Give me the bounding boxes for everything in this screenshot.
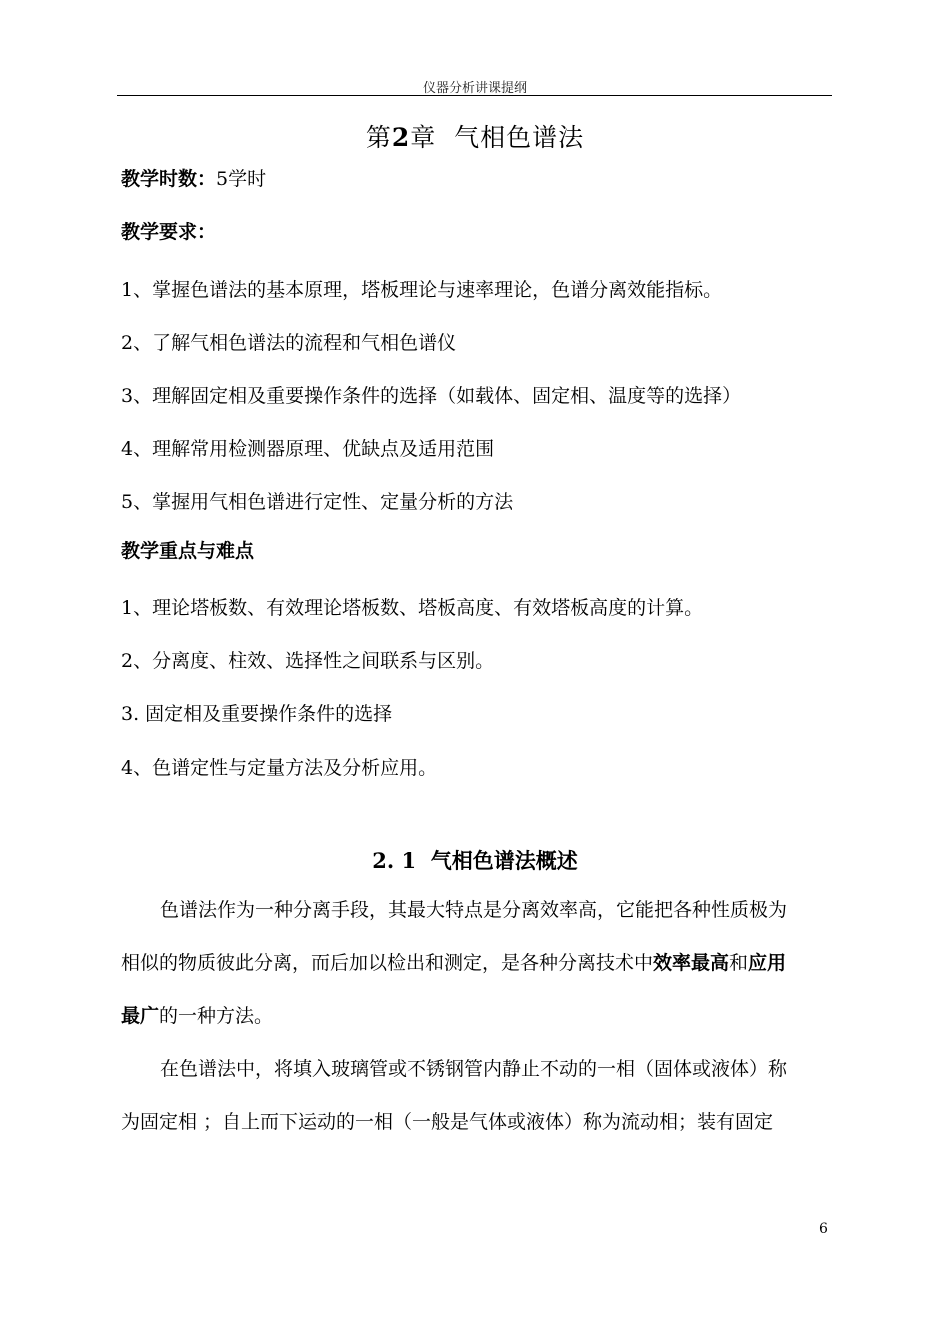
chapter-name: 章 气相色谱法	[410, 123, 585, 152]
requirement-number: 1、	[121, 279, 153, 301]
section-number: 2. 1	[372, 848, 417, 873]
requirement-number: 5、	[121, 491, 153, 513]
emphasis-text: 效率最高	[653, 952, 730, 974]
paragraph-text: 的一种方法。	[159, 1005, 274, 1027]
key-point-text: 色谱定性与定量方法及分析应用。	[152, 757, 438, 779]
key-point-number: 1、	[121, 597, 153, 619]
key-point-text: 理论塔板数、有效理论塔板数、塔板高度、有效塔板高度的计算。	[152, 597, 704, 619]
key-points-heading: 教学重点与难点	[121, 540, 255, 562]
paragraph-text: 和	[729, 952, 749, 974]
emphasis-text: 最广	[121, 1005, 160, 1027]
chapter-prefix: 第	[365, 123, 392, 152]
paragraph-line	[121, 951, 831, 975]
requirement-item	[121, 384, 741, 408]
requirement-item	[121, 490, 513, 514]
requirement-number: 3、	[121, 385, 153, 407]
requirements-heading: 教学要求：	[121, 221, 217, 243]
paragraph-line	[121, 1004, 831, 1028]
requirement-item	[121, 331, 456, 355]
section-name: 气相色谱法概述	[430, 849, 578, 873]
section-title	[0, 845, 950, 875]
requirement-item	[121, 437, 494, 461]
requirement-text: 了解气相色谱法的流程和气相色谱仪	[152, 332, 457, 354]
requirement-text: 掌握用气相色谱进行定性、定量分析的方法	[152, 491, 514, 513]
page-number: 6	[819, 1221, 828, 1237]
paragraph-text: 相似的物质彼此分离，而后加以检出和测定，是各种分离技术中	[121, 952, 654, 974]
key-point-text: 固定相及重要操作条件的选择	[145, 703, 393, 725]
paragraph-line: 在色谱法中，将填入玻璃管或不锈钢管内静止不动的一相（固体或液体）称	[160, 1058, 788, 1080]
paragraph-line: 色谱法作为一种分离手段，其最大特点是分离效率高，它能把各种性质极为	[160, 899, 788, 921]
key-point-text: 分离度、柱效、选择性之间联系与区别。	[152, 650, 495, 672]
teaching-hours-label: 教学时数：	[121, 168, 217, 190]
emphasis-text: 应用	[748, 952, 787, 974]
key-point-number: 3.	[121, 703, 146, 725]
requirement-number: 2、	[121, 332, 153, 354]
teaching-hours-value: 5学时	[216, 168, 267, 190]
teaching-hours	[121, 167, 266, 191]
header-rule	[117, 95, 832, 96]
running-header: 仪器分析讲课提纲	[422, 81, 527, 96]
requirement-number: 4、	[121, 438, 153, 460]
requirement-item	[121, 278, 722, 302]
key-point-number: 4、	[121, 757, 153, 779]
paragraph-line: 为固定相 ；自上而下运动的一相（一般是气体或液体）称为流动相；装有固定	[121, 1111, 774, 1133]
key-point-item	[121, 756, 437, 780]
requirement-text: 理解常用检测器原理、优缺点及适用范围	[152, 438, 495, 460]
key-point-item	[121, 596, 703, 620]
key-point-item	[121, 702, 392, 726]
chapter-number: 2	[391, 123, 411, 152]
requirement-text: 理解固定相及重要操作条件的选择（如载体、固定相、温度等的选择）	[152, 385, 742, 407]
requirement-text: 掌握色谱法的基本原理，塔板理论与速率理论，色谱分离效能指标。	[152, 279, 723, 301]
chapter-title	[0, 118, 950, 154]
key-point-number: 2、	[121, 650, 153, 672]
key-point-item	[121, 649, 494, 673]
